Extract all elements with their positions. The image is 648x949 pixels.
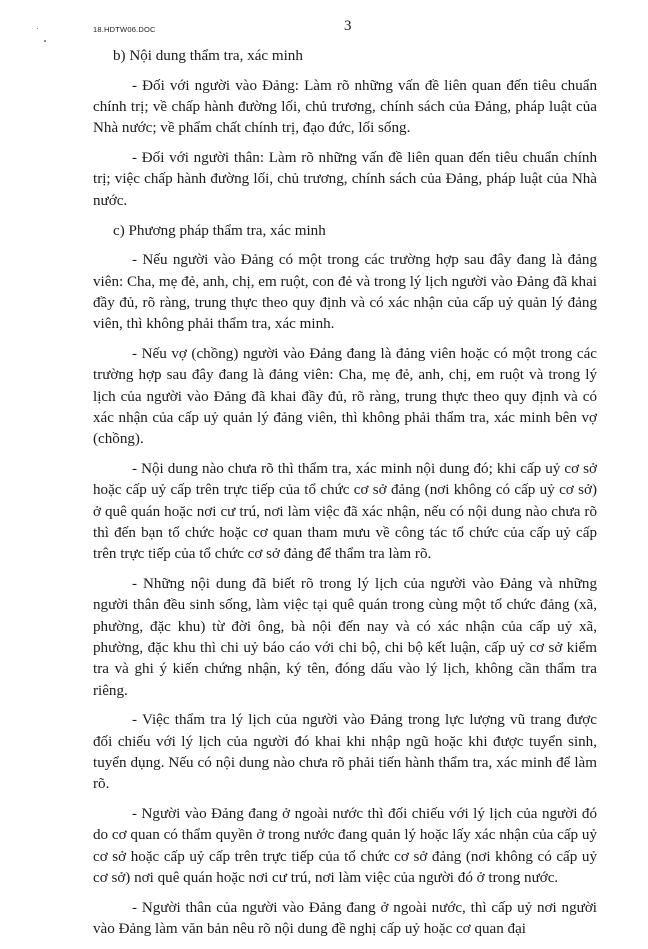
page-number: 3 [344,18,352,34]
file-name: 18.HDTW06.DOC [93,25,156,34]
paragraph: - Đối với người vào Đảng: Làm rõ những vấn đề liên quan đến tiêu chuẩn chính trị; về chấp hành đường lối, chủ trương, chính sách của Đảng, pháp luật của Nhà nước; về phẩm chất chính trị, đạo đức, lối sống. [93,77,597,137]
document-body [93,46,597,949]
paragraph: - Người thân của người vào Đảng đang ở ngoài nước, thì cấp uỷ nơi người vào Đảng làm văn bản nêu rõ nội dung đề nghị cấp uỷ hoặc cơ quan đại [93,899,597,937]
paragraph: - Việc thẩm tra lý lịch của người vào Đảng trong lực lượng vũ trang được đối chiếu với lý lịch của người đó khai khi nhập ngũ hoặc khi được tuyển sinh, tuyển dụng. Nếu có nội dung nào chưa rõ phải tiến hành thẩm tra, xác minh để làm rõ. [93,712,597,793]
section-heading: b) Nội dung thẩm tra, xác minh [113,48,303,64]
paragraph: - Nội dung nào chưa rõ thì thẩm tra, xác minh nội dung đó; khi cấp uỷ cơ sở hoặc cấp uỷ cấp trên trực tiếp của tổ chức cơ sở đảng (nơi không có cấp uỷ cơ sở) ở quê quán hoặc nơi cư trú, nơi làm việc đã xác nhận, nếu có nội dung nào chưa rõ thì đến bạn tổ chức hoặc cơ quan tham mưu về công tác tổ chức của cấp uỷ cấp trên trực tiếp của tổ chức cơ sở đảng để thẩm tra làm rõ. [93,461,597,563]
scan-speck [37,28,38,29]
paragraph: - Nếu vợ (chồng) người vào Đảng đang là đảng viên hoặc có một trong các trường hợp sau đây đang là đảng viên: Cha, mẹ đẻ, anh, chị, em ruột và trong lý lịch của người vào Đảng đã khai đầy đủ, rõ ràng, trung thực theo quy định và có xác nhận của cấp uỷ quản lý đảng viên, thì không phải thẩm tra, xác minh bên vợ (chồng). [93,346,597,448]
paragraph: - Người vào Đảng đang ở ngoài nước thì đối chiếu với lý lịch của người đó do cơ quan có thẩm quyền ở trong nước đang quản lý hoặc lấy xác nhận của cấp uỷ cơ sở hoặc cấp uỷ cấp trên trực tiếp của tổ chức cơ sở đảng (nơi không có cấp uỷ cơ sở) nơi quê quán hoặc nơi cư trú, nơi làm việc của người đó ở trong nước. [93,806,597,886]
scan-speck [44,40,46,42]
paragraph: - Đối với người thân: Làm rõ những vấn đề liên quan đến tiêu chuẩn chính trị; việc chấp hành đường lối, chủ trương, chính sách của Đảng, pháp luật của Nhà nước. [93,150,597,209]
paragraph: - Nếu người vào Đảng có một trong các trường hợp sau đây đang là đảng viên: Cha, mẹ đẻ, anh, chị, em ruột, con đẻ và trong lý lịch người vào Đảng đã khai đầy đủ, rõ ràng, trung thực theo quy định và có xác nhận của cấp uỷ quản lý đảng viên, thì không phải thẩm tra, xác minh. [93,252,597,333]
section-heading: c) Phương pháp thẩm tra, xác minh [113,222,326,239]
paragraph: - Những nội dung đã biết rõ trong lý lịch của người vào Đảng và những người thân đều sinh sống, làm việc tại quê quán trong cùng một tổ chức đảng (xã, phường, đặc khu) từ đời ông, bà nội đến nay và có xác nhận của cấp uỷ xã, phường, đặc khu thì chi uỷ báo cáo với chi bộ, chi bộ kết luận, cấp uỷ cơ sở kiểm tra và ghi ý kiến chứng nhận, ký tên, đóng dấu vào lý lịch, không cần thẩm tra riêng. [93,576,597,699]
